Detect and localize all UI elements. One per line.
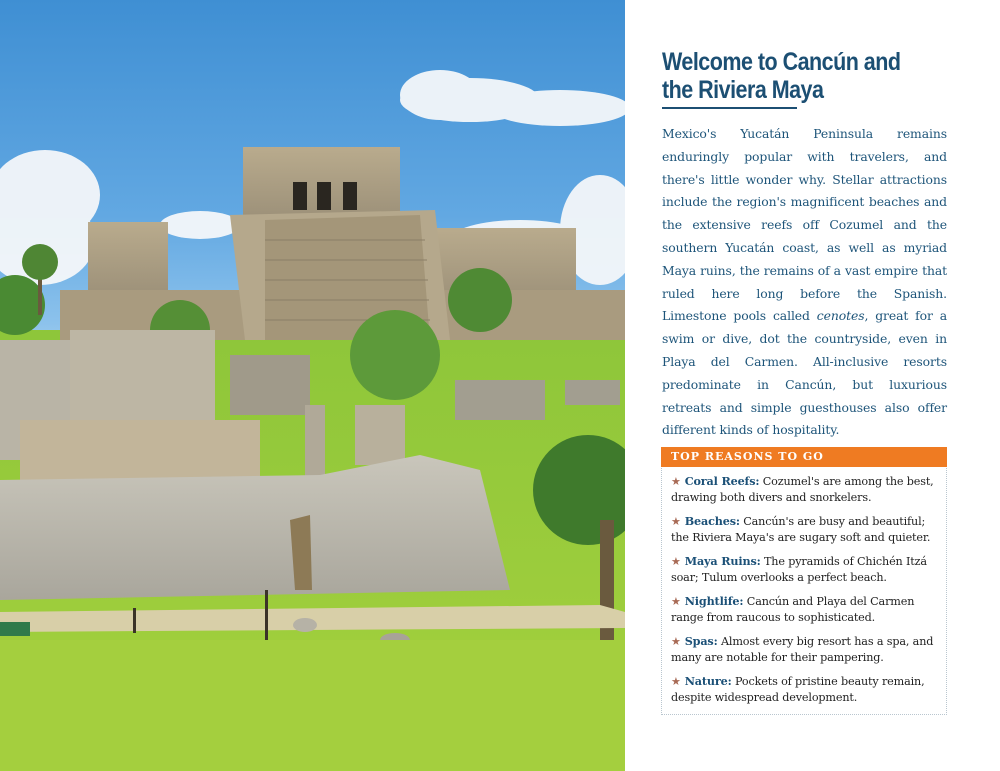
star-icon: ★: [671, 555, 681, 568]
reason-item-maya-ruins: [671, 554, 937, 585]
reason-text: Almost every big resort has a spa, and many are notable for their pampering.: [671, 635, 934, 664]
star-icon: ★: [671, 675, 681, 688]
page-title: [662, 48, 911, 104]
star-icon: ★: [671, 475, 681, 488]
reason-item-coral-reefs: [671, 474, 937, 505]
reason-item-nature: [671, 674, 937, 705]
reason-label: Nature:: [684, 674, 732, 688]
reason-text: Cancún's are busy and beautiful; the Riviera Maya's are sugary soft and quieter.: [671, 515, 931, 544]
text-page: [625, 0, 1000, 771]
reason-text: Pockets of pristine beauty remain, despite widespread development.: [671, 675, 925, 704]
intro-text-part-1: Mexico's Yucatán Peninsula remains enduringly popular with travelers, and there's little wonder why. Stellar attractions include the region's magnificent beaches and the extensive reefs off Cozumel and the southern Yucatán coast, as well as myriad Maya ruins, the remains of a vast empire that ruled here long before the Spanish. Limestone pools called: [662, 126, 947, 324]
intro-italic-term: cenotes: [816, 308, 865, 324]
reason-label: Nightlife:: [684, 594, 744, 608]
reason-text: Cancún and Playa del Carmen range from raucous to sophisticated.: [671, 595, 915, 624]
top-reasons-heading: TOP REASONS TO GO: [661, 447, 947, 467]
reason-item-nightlife: [671, 594, 937, 625]
intro-text-part-2: , great for a swim or dive, dot the countryside, even in Playa del Carmen. All-inclusive resorts predominate in Cancún, but luxurious retreats and simple guesthouses also offer different kinds of hospitality.: [662, 308, 947, 438]
reason-label: Beaches:: [684, 514, 740, 528]
reason-label: Spas:: [684, 634, 718, 648]
title-underline: [662, 107, 797, 109]
reason-text: Cozumel's are among the best, drawing both divers and snorkelers.: [671, 475, 934, 504]
reason-item-spas: [671, 634, 937, 665]
reason-item-beaches: [671, 514, 937, 545]
reason-label: Coral Reefs:: [684, 474, 760, 488]
title-line-2: the Riviera Maya: [662, 76, 824, 104]
intro-paragraph: [662, 123, 947, 442]
top-reasons-box: [661, 447, 947, 715]
reason-label: Maya Ruins:: [684, 554, 761, 568]
top-reasons-list: [662, 467, 946, 705]
el-castillo-temple: [60, 147, 625, 340]
title-line-1: Welcome to Cancún and: [662, 48, 901, 76]
reason-text: The pyramids of Chichén Itzá soar; Tulum overlooks a perfect beach.: [671, 555, 927, 584]
star-icon: ★: [671, 595, 681, 608]
star-icon: ★: [671, 635, 681, 648]
star-icon: ★: [671, 515, 681, 528]
